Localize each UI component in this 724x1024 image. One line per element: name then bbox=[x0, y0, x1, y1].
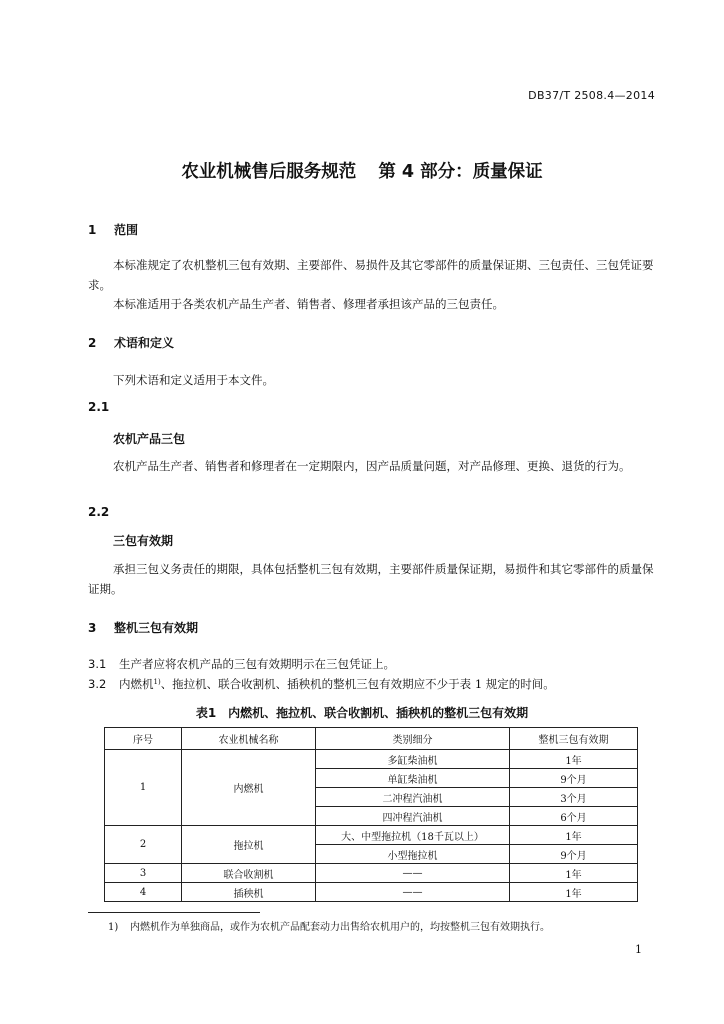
table-row bbox=[105, 864, 638, 883]
table-header-row bbox=[105, 728, 638, 750]
category-cell: —— bbox=[316, 883, 510, 902]
section-title: 范围 bbox=[114, 223, 139, 237]
footnote-mark: 1) bbox=[108, 922, 119, 933]
machine-name-cell: 联合收割机 bbox=[182, 864, 316, 883]
clause-number: 3.2 bbox=[88, 677, 107, 691]
section-1-heading bbox=[88, 221, 138, 238]
clause-number: 3.1 bbox=[88, 657, 107, 671]
header-cell: 序号 bbox=[105, 728, 182, 750]
section-title: 术语和定义 bbox=[114, 336, 175, 350]
table-row bbox=[105, 750, 638, 769]
clause-3-1 bbox=[88, 656, 395, 672]
table-row bbox=[105, 826, 638, 845]
clause-text-b: 、拖拉机、联合收割机、插秧机的整机三包有效期应不少于表 1 规定的时间。 bbox=[160, 677, 555, 691]
header-cell: 整机三包有效期 bbox=[510, 728, 638, 750]
clause-text: 生产者应将农机产品的三包有效期明示在三包凭证上。 bbox=[119, 657, 395, 671]
period-cell: 6个月 bbox=[510, 807, 638, 826]
period-cell: 1年 bbox=[510, 883, 638, 902]
period-cell: 9个月 bbox=[510, 769, 638, 788]
category-cell: 小型拖拉机 bbox=[316, 845, 510, 864]
footnote-separator bbox=[88, 912, 260, 913]
header-cell: 类别细分 bbox=[316, 728, 510, 750]
section-2-intro: 下列术语和定义适用于本文件。 bbox=[113, 373, 274, 387]
period-cell: 1年 bbox=[510, 750, 638, 769]
term-2-2-definition: 承担三包义务责任的期限，具体包括整机三包有效期，主要部件质量保证期，易损件和其它零部件的质量保证期。 bbox=[88, 562, 654, 596]
section-number: 1 bbox=[88, 223, 97, 237]
page-number: 1 bbox=[635, 943, 642, 956]
title-main: 农业机械售后服务规范 bbox=[181, 162, 357, 182]
row-number-cell: 1 bbox=[105, 750, 182, 826]
warranty-table bbox=[104, 727, 638, 902]
term-2-1-definition: 农机产品生产者、销售者和修理者在一定期限内，因产品质量问题，对产品修理、更换、退货的行为。 bbox=[113, 459, 631, 473]
section-1-paragraph-1: 本标准规定了农机整机三包有效期、主要部件、易损件及其它零部件的质量保证期、三包责任、三包凭证要求。 bbox=[88, 258, 654, 292]
category-cell: 大、中型拖拉机（18千瓦以上） bbox=[316, 826, 510, 845]
machine-name-cell: 拖拉机 bbox=[182, 826, 316, 864]
term-2-2-number: 2.2 bbox=[88, 505, 110, 519]
period-cell: 1年 bbox=[510, 826, 638, 845]
footnote bbox=[108, 918, 550, 933]
section-title: 整机三包有效期 bbox=[114, 621, 199, 635]
period-cell: 9个月 bbox=[510, 845, 638, 864]
machine-name-cell: 内燃机 bbox=[182, 750, 316, 826]
category-cell: 多缸柴油机 bbox=[316, 750, 510, 769]
category-cell: 单缸柴油机 bbox=[316, 769, 510, 788]
footnote-text: 内燃机作为单独商品，或作为农机产品配套动力出售给农机用户的，均按整机三包有效期执行。 bbox=[130, 922, 550, 933]
section-1-paragraph-2: 本标准适用于各类农机产品生产者、销售者、修理者承担该产品的三包责任。 bbox=[113, 297, 504, 311]
period-cell: 1年 bbox=[510, 864, 638, 883]
section-3-heading bbox=[88, 619, 198, 636]
category-cell: —— bbox=[316, 864, 510, 883]
header-cell: 农业机械名称 bbox=[182, 728, 316, 750]
section-number: 3 bbox=[88, 621, 97, 635]
table-caption: 表1 内燃机、拖拉机、联合收割机、插秧机的整机三包有效期 bbox=[195, 706, 529, 720]
row-number-cell: 3 bbox=[105, 864, 182, 883]
machine-name-cell: 插秧机 bbox=[182, 883, 316, 902]
category-cell: 四冲程汽油机 bbox=[316, 807, 510, 826]
title-part: 第 4 部分：质量保证 bbox=[378, 162, 543, 182]
row-number-cell: 4 bbox=[105, 883, 182, 902]
term-2-1-number: 2.1 bbox=[88, 400, 110, 414]
document-title bbox=[0, 158, 724, 183]
table-row bbox=[105, 883, 638, 902]
footnote-reference: 1) bbox=[153, 678, 161, 686]
term-2-2-title: 三包有效期 bbox=[113, 534, 174, 548]
clause-text-a: 内燃机 bbox=[119, 677, 154, 691]
clause-3-2 bbox=[88, 676, 555, 692]
section-number: 2 bbox=[88, 336, 97, 350]
row-number-cell: 2 bbox=[105, 826, 182, 864]
period-cell: 3个月 bbox=[510, 788, 638, 807]
document-number: DB37/T 2508.4—2014 bbox=[528, 89, 655, 102]
section-2-heading bbox=[88, 334, 174, 351]
term-2-1-title: 农机产品三包 bbox=[113, 432, 186, 446]
category-cell: 二冲程汽油机 bbox=[316, 788, 510, 807]
